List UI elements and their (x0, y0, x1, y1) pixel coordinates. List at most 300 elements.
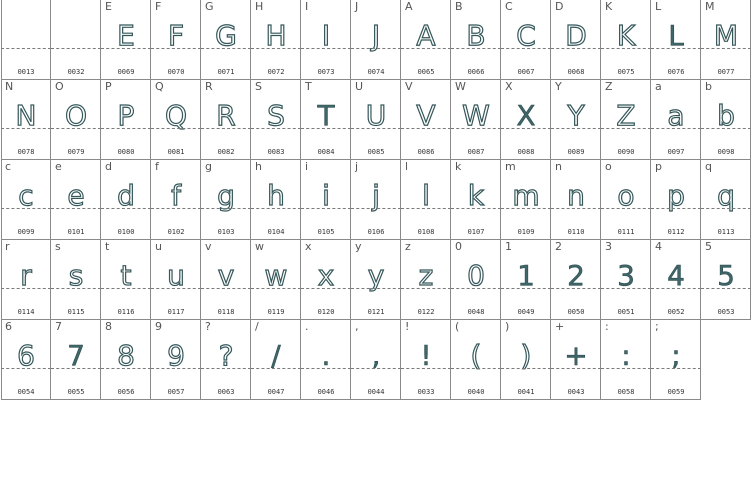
grid-divider (400, 160, 401, 240)
glyph-code: 0100 (117, 228, 135, 236)
glyph-preview: O (64, 99, 88, 132)
glyph-label: w (255, 240, 264, 253)
grid-divider (200, 320, 201, 400)
grid-divider (100, 0, 101, 80)
glyph-cell (301, 0, 351, 80)
grid-divider (650, 0, 651, 80)
glyph-cell (101, 80, 151, 160)
glyph-preview: 5 (717, 259, 735, 292)
glyph-label: s (55, 240, 61, 253)
glyph-label: q (705, 160, 712, 173)
baseline-guide (401, 48, 451, 49)
glyph-code: 0086 (417, 148, 435, 156)
glyph-preview: 4 (667, 259, 685, 292)
grid-divider (500, 160, 501, 240)
glyph-preview: u (167, 259, 185, 292)
glyph-cell (1, 320, 51, 400)
glyph-cell (1, 240, 51, 320)
glyph-code: 0122 (417, 308, 435, 316)
glyph-preview: 7 (67, 339, 85, 372)
glyph-code: 0082 (217, 148, 235, 156)
grid-divider (450, 0, 451, 80)
baseline-guide (351, 128, 401, 129)
grid-divider (550, 320, 551, 400)
glyph-label: : (605, 320, 609, 333)
glyph-cell (401, 160, 451, 240)
baseline-guide (101, 128, 151, 129)
glyph-code: 0069 (117, 68, 135, 76)
glyph-label: U (355, 80, 364, 93)
baseline-guide (651, 368, 701, 369)
glyph-preview: o (617, 179, 635, 212)
grid-divider (450, 160, 451, 240)
baseline-guide (501, 368, 551, 369)
glyph-preview: R (216, 99, 236, 132)
glyph-label: ! (405, 320, 410, 333)
grid-divider (500, 0, 501, 80)
grid-divider (300, 320, 301, 400)
glyph-code: 0063 (217, 388, 235, 396)
grid-divider (250, 0, 251, 80)
glyph-cell (301, 160, 351, 240)
glyph-code: 0105 (317, 228, 335, 236)
glyph-preview: 1 (517, 259, 535, 292)
glyph-label: D (555, 0, 564, 13)
glyph-cell (551, 0, 601, 80)
glyph-label: O (55, 80, 64, 93)
glyph-preview: X (516, 99, 536, 132)
glyph-label: t (105, 240, 110, 253)
glyph-label: a (655, 80, 662, 93)
baseline-guide (451, 208, 501, 209)
glyph-preview: : (621, 339, 631, 372)
glyph-cell (651, 0, 701, 80)
baseline-guide (101, 368, 151, 369)
glyph-code: 0052 (667, 308, 685, 316)
glyph-code: 0050 (567, 308, 585, 316)
glyph-cell (501, 240, 551, 320)
glyph-cell (51, 320, 101, 400)
baseline-guide (701, 48, 751, 49)
glyph-cell (451, 240, 501, 320)
grid-divider (700, 320, 701, 400)
glyph-label: G (205, 0, 214, 13)
glyph-preview: ! (420, 339, 432, 372)
glyph-label: l (405, 160, 409, 173)
grid-divider (250, 160, 251, 240)
glyph-label: , (355, 320, 359, 333)
glyph-code: 0090 (617, 148, 635, 156)
baseline-guide (251, 288, 301, 289)
glyph-code: 0071 (217, 68, 235, 76)
glyph-preview: 3 (617, 259, 635, 292)
glyph-preview: ) (520, 339, 532, 372)
glyph-code: 0047 (267, 388, 285, 396)
grid-divider (1, 319, 751, 320)
glyph-cell (251, 160, 301, 240)
grid-divider (1, 0, 2, 80)
baseline-guide (451, 368, 501, 369)
baseline-guide (151, 128, 201, 129)
glyph-preview: T (317, 99, 335, 132)
baseline-guide (51, 48, 101, 49)
grid-divider (550, 240, 551, 320)
glyph-cell (151, 320, 201, 400)
grid-divider (650, 320, 651, 400)
glyph-cell (601, 160, 651, 240)
glyph-label: S (255, 80, 262, 93)
baseline-guide (551, 128, 601, 129)
glyph-preview: q (717, 179, 735, 212)
glyph-preview: E (117, 19, 135, 52)
grid-divider (500, 240, 501, 320)
grid-divider (50, 80, 51, 160)
glyph-preview: B (466, 19, 486, 52)
baseline-guide (101, 208, 151, 209)
glyph-label: M (705, 0, 715, 13)
glyph-label: 9 (155, 320, 162, 333)
grid-divider (600, 0, 601, 80)
glyph-label: . (305, 320, 309, 333)
glyph-code: 0107 (467, 228, 485, 236)
glyph-label: / (255, 320, 259, 333)
baseline-guide (301, 288, 351, 289)
glyph-cell (701, 240, 751, 320)
glyph-cell (151, 80, 201, 160)
grid-divider (400, 0, 401, 80)
grid-divider (1, 240, 2, 320)
baseline-guide (501, 128, 551, 129)
baseline-guide (451, 288, 501, 289)
glyph-cell (701, 0, 751, 80)
glyph-label: i (305, 160, 309, 173)
glyph-code: 0076 (667, 68, 685, 76)
glyph-label: A (405, 0, 413, 13)
glyph-code: 0117 (167, 308, 185, 316)
baseline-guide (201, 128, 251, 129)
grid-divider (100, 160, 101, 240)
baseline-guide (351, 368, 401, 369)
glyph-label: 8 (105, 320, 112, 333)
glyph-cell (501, 0, 551, 80)
baseline-guide (651, 48, 701, 49)
glyph-code: 0066 (467, 68, 485, 76)
glyph-cell (1, 0, 51, 80)
glyph-preview: . (321, 339, 331, 372)
baseline-guide (51, 368, 101, 369)
grid-divider (100, 240, 101, 320)
glyph-code: 0104 (267, 228, 285, 236)
grid-divider (700, 160, 701, 240)
grid-divider (1, 80, 2, 160)
glyph-preview: a (667, 99, 685, 132)
baseline-guide (251, 208, 301, 209)
glyph-preview: U (365, 99, 387, 132)
baseline-guide (51, 128, 101, 129)
glyph-label: Z (605, 80, 613, 93)
glyph-cell (101, 0, 151, 80)
glyph-code: 0057 (167, 388, 185, 396)
glyph-code: 0070 (167, 68, 185, 76)
glyph-preview: G (215, 19, 237, 52)
glyph-label: ( (455, 320, 460, 333)
glyph-cell (551, 320, 601, 400)
glyph-label: 2 (555, 240, 562, 253)
glyph-preview: t (120, 259, 132, 292)
glyph-code: 0079 (67, 148, 85, 156)
baseline-guide (551, 208, 601, 209)
grid-divider (650, 240, 651, 320)
grid-divider (650, 160, 651, 240)
glyph-cell (51, 0, 101, 80)
grid-divider (500, 320, 501, 400)
glyph-code: 0083 (267, 148, 285, 156)
baseline-guide (1, 128, 51, 129)
baseline-guide (51, 288, 101, 289)
glyph-code: 0048 (467, 308, 485, 316)
glyph-code: 0097 (667, 148, 685, 156)
glyph-cell (251, 320, 301, 400)
glyph-cell (501, 160, 551, 240)
glyph-code: 0121 (367, 308, 385, 316)
glyph-cell (451, 160, 501, 240)
glyph-code: 0085 (367, 148, 385, 156)
grid-divider (400, 320, 401, 400)
glyph-preview: i (322, 179, 330, 212)
glyph-code: 0102 (167, 228, 185, 236)
baseline-guide (1, 368, 51, 369)
glyph-cell (451, 320, 501, 400)
glyph-label: u (155, 240, 162, 253)
glyph-label: e (55, 160, 62, 173)
baseline-guide (551, 368, 601, 369)
grid-divider (150, 320, 151, 400)
glyph-label: T (305, 80, 312, 93)
baseline-guide (401, 288, 451, 289)
glyph-code: 0067 (517, 68, 535, 76)
baseline-guide (351, 288, 401, 289)
glyph-preview: l (422, 179, 430, 212)
glyph-code: 0032 (67, 68, 85, 76)
glyph-cell (301, 320, 351, 400)
glyph-code: 0089 (567, 148, 585, 156)
glyph-preview: z (418, 259, 434, 292)
glyph-preview: e (67, 179, 85, 212)
glyph-code: 0081 (167, 148, 185, 156)
glyph-preview: J (371, 19, 381, 52)
glyph-label: L (655, 0, 662, 13)
glyph-code: 0075 (617, 68, 635, 76)
glyph-cell (101, 160, 151, 240)
glyph-label: d (105, 160, 112, 173)
grid-divider (1, 159, 751, 160)
glyph-code: 0119 (267, 308, 285, 316)
glyph-label: C (505, 0, 513, 13)
glyph-code: 0084 (317, 148, 335, 156)
grid-divider (300, 80, 301, 160)
glyph-preview: w (264, 259, 288, 292)
baseline-guide (151, 208, 201, 209)
glyph-cell (151, 160, 201, 240)
glyph-cell (351, 320, 401, 400)
glyph-code: 0054 (17, 388, 35, 396)
glyph-cell (51, 240, 101, 320)
grid-divider (1, 160, 2, 240)
grid-divider (200, 0, 201, 80)
glyph-label: + (555, 320, 565, 333)
glyph-cell (251, 240, 301, 320)
glyph-preview: + (564, 339, 588, 372)
glyph-cell (1, 160, 51, 240)
glyph-code: 0068 (567, 68, 585, 76)
glyph-cell (601, 80, 651, 160)
grid-divider (550, 0, 551, 80)
glyph-label: x (305, 240, 312, 253)
glyph-cell (651, 160, 701, 240)
baseline-guide (301, 48, 351, 49)
glyph-code: 0077 (717, 68, 735, 76)
glyph-cell (101, 320, 151, 400)
glyph-label: b (705, 80, 712, 93)
grid-divider (350, 160, 351, 240)
glyph-label: X (505, 80, 513, 93)
baseline-guide (601, 48, 651, 49)
glyph-label: 3 (605, 240, 612, 253)
grid-divider (50, 320, 51, 400)
glyph-preview: K (616, 19, 636, 52)
grid-divider (350, 320, 351, 400)
baseline-guide (201, 48, 251, 49)
glyph-preview: c (18, 179, 34, 212)
baseline-guide (51, 208, 101, 209)
glyph-preview: N (15, 99, 37, 132)
glyph-code: 0103 (217, 228, 235, 236)
glyph-preview: / (271, 339, 281, 372)
glyph-preview: 8 (117, 339, 135, 372)
glyph-code: 0056 (117, 388, 135, 396)
grid-divider (350, 80, 351, 160)
grid-divider (50, 0, 51, 80)
baseline-guide (151, 48, 201, 49)
grid-divider (600, 320, 601, 400)
glyph-preview: f (171, 179, 181, 212)
glyph-code: 0080 (117, 148, 135, 156)
glyph-code: 0041 (517, 388, 535, 396)
baseline-guide (401, 368, 451, 369)
glyph-preview: x (317, 259, 335, 292)
baseline-guide (101, 288, 151, 289)
grid-divider (450, 80, 451, 160)
glyph-preview: n (567, 179, 585, 212)
baseline-guide (601, 128, 651, 129)
glyph-cell (201, 80, 251, 160)
baseline-guide (651, 288, 701, 289)
grid-divider (700, 240, 701, 320)
glyph-code: 0053 (717, 308, 735, 316)
glyph-label: v (205, 240, 212, 253)
glyph-code: 0065 (417, 68, 435, 76)
glyph-cell (501, 320, 551, 400)
glyph-code: 0059 (667, 388, 685, 396)
baseline-guide (351, 208, 401, 209)
grid-divider (150, 240, 151, 320)
glyph-preview: L (668, 19, 684, 52)
glyph-cell (701, 160, 751, 240)
grid-divider (350, 0, 351, 80)
grid-divider (300, 160, 301, 240)
baseline-guide (301, 208, 351, 209)
glyph-code: 0040 (467, 388, 485, 396)
glyph-label: 5 (705, 240, 712, 253)
glyph-label: g (205, 160, 212, 173)
glyph-code: 0106 (367, 228, 385, 236)
baseline-guide (501, 48, 551, 49)
glyph-cell (351, 160, 401, 240)
grid-divider (150, 80, 151, 160)
glyph-cell (701, 80, 751, 160)
grid-divider (200, 240, 201, 320)
baseline-guide (601, 368, 651, 369)
baseline-guide (651, 128, 701, 129)
baseline-guide (301, 368, 351, 369)
baseline-guide (601, 288, 651, 289)
baseline-guide (551, 288, 601, 289)
glyph-cell (651, 320, 701, 400)
glyph-preview: g (217, 179, 235, 212)
glyph-preview: 2 (567, 259, 585, 292)
glyph-code: 0098 (717, 148, 735, 156)
glyph-cell (401, 80, 451, 160)
glyph-preview: H (265, 19, 287, 52)
glyph-cell (201, 0, 251, 80)
grid-divider (550, 80, 551, 160)
glyph-preview: Q (164, 99, 188, 132)
glyph-label: ; (655, 320, 659, 333)
glyph-label: y (355, 240, 362, 253)
glyph-cell (201, 240, 251, 320)
glyph-preview: j (372, 179, 380, 212)
glyph-cell (351, 240, 401, 320)
baseline-guide (651, 208, 701, 209)
glyph-preview: P (117, 99, 135, 132)
glyph-preview: y (367, 259, 385, 292)
glyph-cell (251, 80, 301, 160)
glyph-label: p (655, 160, 662, 173)
glyph-label: 6 (5, 320, 12, 333)
glyph-cell (451, 80, 501, 160)
glyph-code: 0058 (617, 388, 635, 396)
glyph-label: J (355, 0, 359, 13)
baseline-guide (601, 208, 651, 209)
glyph-preview: 9 (167, 339, 185, 372)
glyph-cell (551, 80, 601, 160)
glyph-label: I (305, 0, 309, 13)
glyph-cell (151, 240, 201, 320)
grid-divider (1, 239, 751, 240)
baseline-guide (201, 368, 251, 369)
glyph-preview: s (68, 259, 84, 292)
glyph-code: 0046 (317, 388, 335, 396)
glyph-code: 0049 (517, 308, 535, 316)
glyph-label: o (605, 160, 612, 173)
glyph-cell (501, 80, 551, 160)
glyph-label: z (405, 240, 411, 253)
glyph-code: 0111 (617, 228, 635, 236)
glyph-preview: V (416, 99, 436, 132)
grid-divider (300, 240, 301, 320)
baseline-guide (401, 208, 451, 209)
baseline-guide (151, 368, 201, 369)
